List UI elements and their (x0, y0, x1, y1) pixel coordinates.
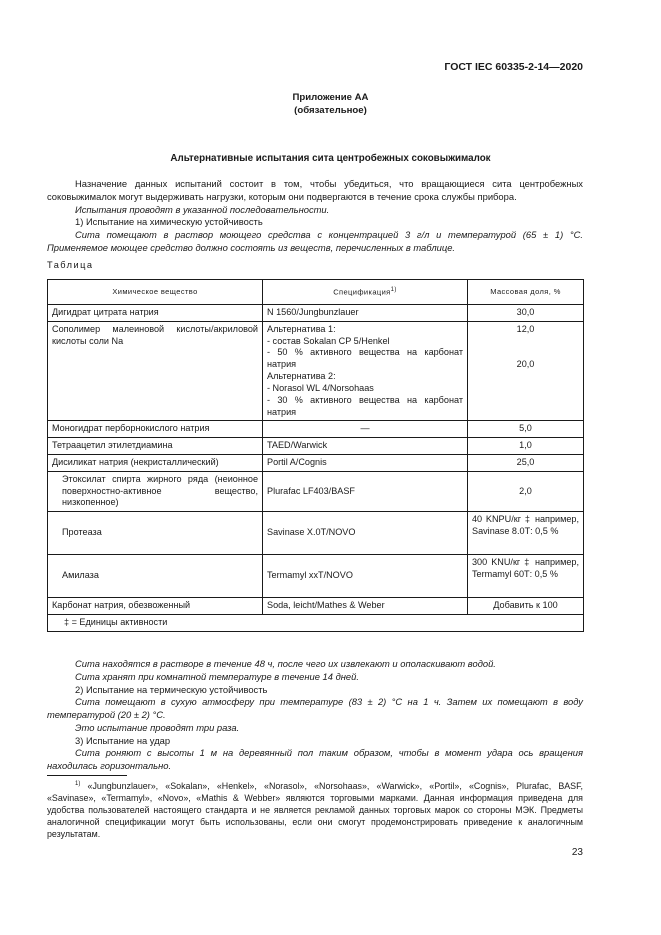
cell-substance: Моногидрат перборнокислого натрия (48, 421, 263, 438)
table-header-row (48, 280, 584, 305)
cell-substance: Протеаза (48, 512, 263, 555)
page-number: 23 (571, 847, 583, 858)
after-paragraph: Сита хранят при комнатной температуре в течение 14 дней. (75, 670, 359, 682)
table-row (48, 421, 584, 438)
cell-spec: Portil A/Cognis (263, 454, 468, 471)
detergent-table (47, 279, 584, 632)
intro-text (47, 178, 583, 255)
spec-line: - состав Sokalan CP 5/Henkel (267, 335, 390, 346)
cell-spec: Plurafac LF403/BASF (263, 471, 468, 511)
mass-alt2: 20,0 (516, 358, 535, 369)
cell-mass: Добавить к 100 (468, 598, 584, 615)
spec-line: - 30 % активного вещества на карбонат натрия (267, 394, 463, 417)
cell-substance: Этоксилат спирта жирного ряда (неионное поверхностно-активное вещество, низкопенное) (48, 471, 263, 511)
cell-spec: Termamyl xxT/NOVO (263, 555, 468, 598)
annex-heading (0, 92, 661, 118)
footnote-mark: 1) (75, 781, 81, 787)
footnote-divider (47, 775, 127, 776)
cell-mass (468, 321, 584, 421)
cell-mass: 300 KNU/кг ‡ например, Termamyl 60Т: 0,5 % (468, 555, 584, 598)
spec-line: - 50 % активного вещества на карбонат натрия (267, 347, 463, 370)
after-paragraph: Сита помещают в сухую атмосферу при температуре (83 ± 2) °С на 1 ч. Затем их помещают в воду температурой (20 ± 2) °С. (47, 696, 583, 721)
column-header-spec-label: Спецификация (333, 287, 391, 297)
cell-spec: N 1560/Jungbunzlauer (263, 305, 468, 322)
table-row (48, 454, 584, 471)
cell-substance: Дисиликат натрия (некристаллический) (48, 454, 263, 471)
intro-paragraph: Сита помещают в раствор моющего средства с концентрацией 3 г/л и температурой (65 ± 1) °С. Применяемое моющее средство должно состоять из веществ, перечисленных в таблице. (47, 229, 583, 253)
document-code: ГОСТ IEC 60335-2-14—2020 (444, 61, 583, 73)
spec-line: Альтернатива 1: (267, 323, 336, 334)
column-header-mass: Массовая доля, % (468, 280, 584, 305)
table-row (48, 598, 584, 615)
cell-mass: 40 KNPU/кг ‡ например, Savinase 8.0Т: 0,5 % (468, 512, 584, 555)
cell-substance: Карбонат натрия, обезвоженный (48, 598, 263, 615)
table-row (48, 471, 584, 511)
table-row (48, 438, 584, 455)
annex-name: Приложение АА (292, 92, 369, 103)
table-row (48, 305, 584, 322)
cell-mass: 30,0 (468, 305, 584, 322)
after-paragraph: 3) Испытание на удар (75, 734, 171, 746)
table-caption: Таблица (47, 260, 94, 270)
column-header-spec (263, 280, 468, 305)
cell-mass: 1,0 (468, 438, 584, 455)
spec-line: Альтернатива 2: (267, 371, 336, 382)
after-text (47, 658, 583, 773)
table-row (48, 321, 584, 421)
footnote-ref: 1) (390, 286, 397, 293)
section-title: Альтернативные испытания сита центробежных соковыжималок (170, 153, 491, 164)
cell-substance: Амилаза (48, 555, 263, 598)
mass-alt1: 12,0 (516, 323, 535, 334)
cell-substance: Дигидрат цитрата натрия (48, 305, 263, 322)
cell-spec: Savinase X.0T/NOVO (263, 512, 468, 555)
table-note-row (48, 615, 584, 632)
cell-substance: Сополимер малеиновой кислоты/акриловой кислоты соли Na (48, 321, 263, 421)
after-paragraph: Сита находятся в растворе в течение 48 ч, после чего их извлекают и ополаскивают водой. (75, 658, 496, 669)
table-row (48, 512, 584, 555)
intro-paragraph: Назначение данных испытаний состоит в том, чтобы убедиться, что вращающиеся сита центробежных соковыжималок могут выдерживать нагрузки, которым они подвергаются в течение срока службы прибора. (47, 178, 583, 202)
footnote-text: «Jungbunzlauer», «Sokalan», «Henkel», «Norasol», «Norsohaas», «Warwick», «Portil», «Cognis», Plurafac, BASF, «Savinase», «Termamyl», «Novo», «Mathis & Webber» являются торговыми марками. Данная информация приведена для удобства пользователей настоящего стандарта и не является рекламой данных торговых марок со стороны МЭК. Предметы аналогичной спецификации могут быть использованы, если они смогут продемонстрировать приведение к аналогичным результатам. (47, 780, 583, 839)
cell-spec: Soda, leicht/Mathes & Weber (263, 598, 468, 615)
intro-paragraph: Испытания проводят в указанной последовательности. (75, 203, 330, 215)
cell-substance: Тетраацетил этилетдиамина (48, 438, 263, 455)
cell-spec (263, 321, 468, 421)
after-paragraph: 2) Испытание на термическую устойчивость (75, 683, 268, 695)
cell-spec: — (263, 421, 468, 438)
cell-spec: TAED/Warwick (263, 438, 468, 455)
intro-paragraph: 1) Испытание на химическую устойчивость (75, 216, 263, 228)
annex-status: (обязательное) (294, 104, 367, 116)
spec-line: - Norasol WL 4/Norsohaas (267, 382, 374, 393)
footnote (47, 780, 583, 841)
column-header-substance: Химическое вещество (48, 280, 263, 305)
table-note: ‡ = Единицы активности (48, 615, 584, 632)
cell-mass: 2,0 (468, 471, 584, 511)
after-paragraph: Сита роняют с высоты 1 м на деревянный пол таким образом, чтобы в момент удара ось вращения находилась горизонтально. (47, 747, 583, 772)
cell-mass: 25,0 (468, 454, 584, 471)
table-row (48, 555, 584, 598)
cell-mass: 5,0 (468, 421, 584, 438)
after-paragraph: Это испытание проводят три раза. (75, 721, 240, 733)
